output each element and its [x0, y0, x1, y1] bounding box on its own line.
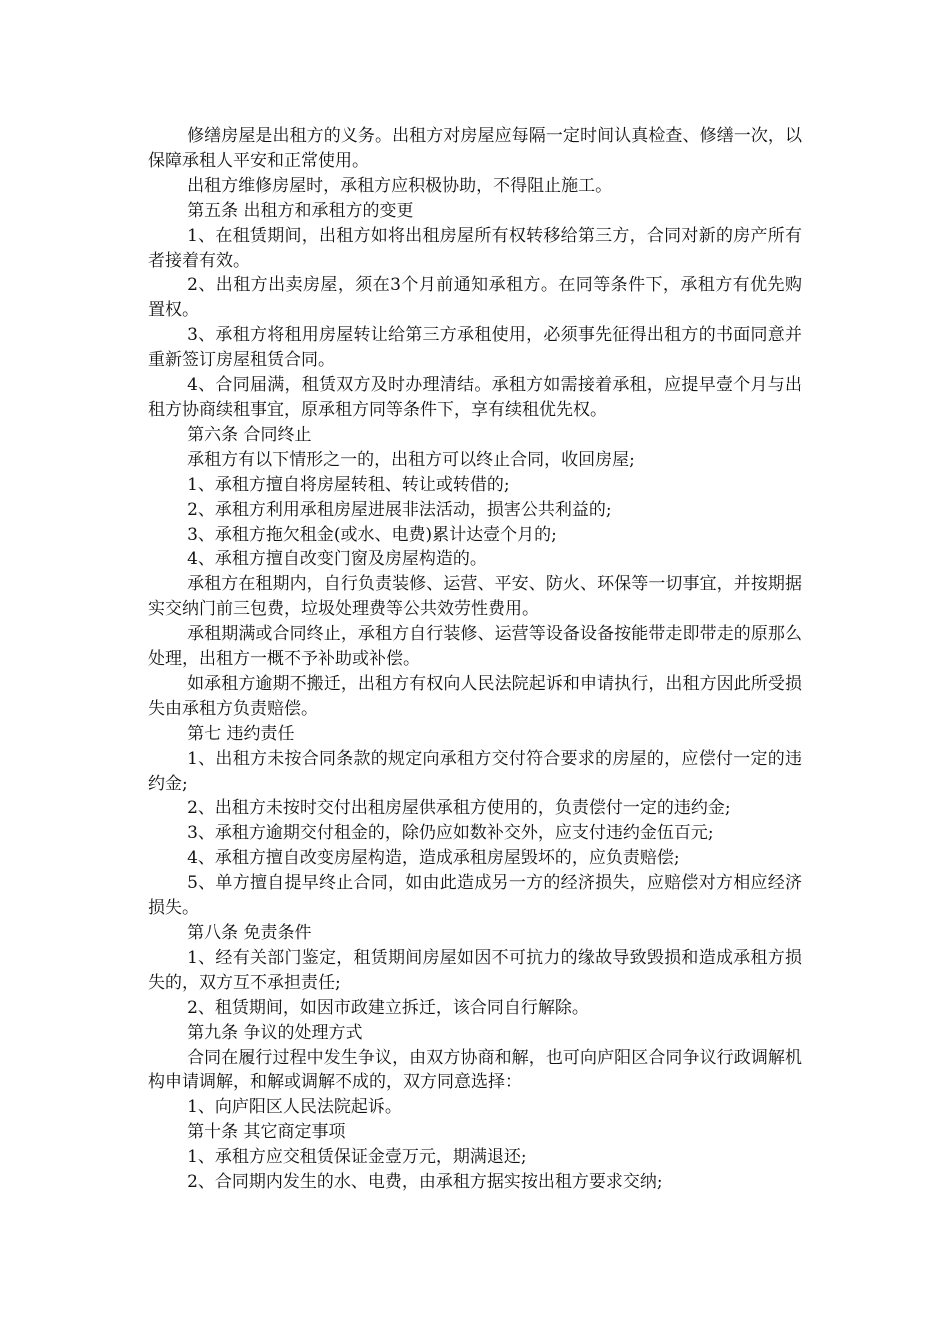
paragraph: 承租方在租期内，自行负责装修、运营、平安、防火、环保等一切事宜，并按期据实交纳门前三包费，垃圾处理费等公共效劳性费用。: [148, 574, 802, 620]
list-item: 2、出租方出卖房屋，须在3个月前通知承租方。在同等条件下，承租方有优先购置权。: [148, 275, 802, 321]
paragraph: 修缮房屋是出租方的义务。出租方对房屋应每隔一定时间认真检查、修缮一次，以保障承租人平安和正常使用。: [148, 126, 802, 171]
list-item: 4、承租方擅自改变门窗及房屋构造的。: [187, 549, 487, 570]
section-heading: 第七 违约责任: [187, 723, 295, 744]
list-item: 1、经有关部门鉴定，租赁期间房屋如因不可抗力的缘故导致毁损和造成承租方损失的，双方互不承担责任;: [148, 947, 802, 993]
list-item: 3、承租方将租用房屋转让给第三方承租使用，必须事先征得出租方的书面同意并重新签订房屋租赁合同。: [148, 325, 802, 371]
list-item: 1、出租方未按合同条款的规定向承租方交付符合要求的房屋的，应偿付一定的违约金;: [148, 748, 802, 794]
document-body: [148, 124, 802, 1195]
section-heading: 第六条 合同终止: [187, 424, 312, 445]
paragraph: 承租期满或合同终止，承租方自行装修、运营等设备设备按能带走即带走的原那么处理，出租方一概不予补助或补偿。: [148, 624, 802, 670]
list-item: 5、单方擅自提早终止合同，如由此造成另一方的经济损失，应赔偿对方相应经济损失。: [148, 873, 802, 919]
list-item: 1、承租方应交租赁保证金壹万元，期满退还;: [187, 1147, 527, 1168]
list-item: 4、承租方擅自改变房屋构造，造成承租房屋毁坏的，应负责赔偿;: [187, 848, 680, 869]
paragraph: 承租方有以下情形之一的，出租方可以终止合同，收回房屋;: [187, 449, 635, 470]
list-item: 3、承租方拖欠租金(或水、电费)累计达壹个月的;: [187, 524, 557, 545]
paragraph: 合同在履行过程中发生争议，由双方协商和解，也可向庐阳区合同争议行政调解机构申请调解，和解或调解不成的，双方同意选择：: [148, 1047, 802, 1093]
paragraph: 如承租方逾期不搬迁，出租方有权向人民法院起诉和申请执行，出租方因此所受损失由承租方负责赔偿。: [148, 673, 802, 719]
list-item: 1、承租方擅自将房屋转租、转让或转借的;: [187, 474, 510, 495]
section-heading: 第九条 争议的处理方式: [187, 1022, 363, 1043]
list-item: 2、合同期内发生的水、电费，由承租方据实按出租方要求交纳;: [187, 1172, 663, 1193]
list-item: 1、向庐阳区人民法院起诉。: [187, 1097, 402, 1118]
section-heading: 第五条 出租方和承租方的变更: [187, 200, 414, 221]
list-item: 1、在租赁期间，出租方如将出租房屋所有权转移给第三方，合同对新的房产所有者接着有效。: [148, 225, 802, 271]
section-heading: 第八条 免责条件: [187, 923, 312, 943]
paragraph: 出租方维修房屋时，承租方应积极协助，不得阻止施工。: [187, 175, 613, 196]
list-item: 3、承租方逾期交付租金的，除仍应如数补交外，应支付违约金伍百元;: [187, 823, 714, 844]
section-heading: 第十条 其它商定事项: [187, 1122, 346, 1143]
list-item: 2、租赁期间，如因市政建立拆迁，该合同自行解除。: [187, 997, 589, 1018]
list-item: 2、承租方利用承租房屋进展非法活动，损害公共利益的;: [187, 499, 612, 520]
list-item: 2、出租方未按时交付出租房屋供承租方使用的，负责偿付一定的违约金;: [187, 798, 731, 819]
list-item: 4、合同届满，租赁双方及时办理清结。承租方如需接着承租，应提早壹个月与出租方协商续租事宜，原承租方同等条件下，享有续租优先权。: [148, 375, 802, 420]
